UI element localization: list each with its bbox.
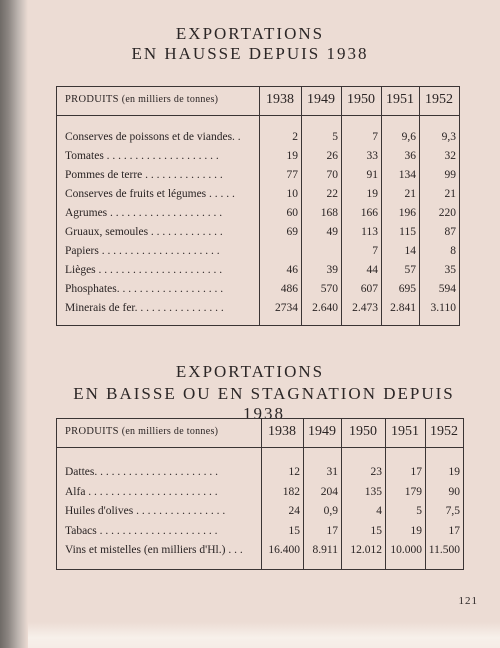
table-row [57, 148, 459, 166]
value-cell: 39 [326, 264, 338, 276]
value-cell: 2.841 [390, 302, 416, 314]
value-cell: 10 [286, 188, 298, 200]
value-cell: 695 [398, 283, 416, 295]
value-cell: 486 [280, 283, 298, 295]
header-products-label: PRODUITS (en milliers de tonnes) [65, 94, 219, 105]
year-header: 1952 [430, 424, 458, 439]
table-row [57, 186, 459, 204]
value-cell: 2734 [275, 302, 298, 314]
value-cell: 11.500 [428, 544, 460, 556]
value-cell: 15 [288, 524, 300, 537]
product-label: Minerais de fer. . . . . . . . . . . . . . . . [65, 302, 224, 314]
value-cell: 77 [286, 169, 298, 181]
value-cell: 5 [332, 131, 338, 143]
value-cell: 21 [404, 188, 416, 200]
table-row [57, 205, 459, 223]
product-label: Pommes de terre . . . . . . . . . . . . . . [65, 169, 223, 181]
value-cell: 23 [370, 466, 382, 478]
value-cell: 90 [448, 485, 460, 498]
product-label: Alfa . . . . . . . . . . . . . . . . . . . . . . . [65, 485, 218, 498]
value-cell: 0,9 [323, 505, 338, 517]
section1-title-line2: EN HAUSSE DEPUIS 1938 [131, 44, 369, 63]
value-cell: 594 [438, 283, 456, 295]
value-cell: 5 [416, 505, 422, 517]
value-cell: 60 [286, 207, 298, 219]
table-row [57, 542, 463, 560]
value-cell: 46 [286, 264, 298, 276]
value-cell: 7 [372, 245, 378, 257]
value-cell: 8.911 [312, 544, 338, 556]
table-row [57, 464, 463, 482]
product-label: Papiers . . . . . . . . . . . . . . . . . . . . . [65, 245, 220, 257]
value-cell: 32 [444, 150, 456, 162]
value-cell: 57 [404, 264, 416, 276]
page-number: 121 [458, 595, 478, 607]
value-cell: 8 [450, 245, 456, 257]
table-row [57, 300, 459, 318]
value-cell: 570 [320, 283, 338, 295]
product-label: Tabacs . . . . . . . . . . . . . . . . . . . . . [65, 524, 218, 537]
product-label: Huiles d'olives . . . . . . . . . . . . . . . . [65, 505, 226, 517]
value-cell: 135 [364, 485, 382, 498]
value-cell: 19 [286, 150, 298, 162]
value-cell: 2 [292, 131, 298, 143]
year-header: 1938 [266, 92, 294, 107]
value-cell: 91 [366, 169, 378, 181]
value-cell: 36 [404, 150, 416, 162]
table-row [57, 484, 463, 502]
value-cell: 4 [376, 505, 382, 517]
table-row [57, 262, 459, 280]
exports-increase-table [56, 86, 460, 326]
value-cell: 2.640 [312, 302, 338, 314]
value-cell: 179 [404, 485, 422, 498]
value-cell: 70 [326, 169, 338, 181]
value-cell: 69 [286, 226, 298, 238]
value-cell: 87 [444, 226, 456, 238]
value-cell: 7,5 [445, 505, 460, 517]
value-cell: 22 [326, 188, 338, 200]
value-cell: 166 [360, 207, 378, 219]
product-label: Gruaux, semoules . . . . . . . . . . . . . [65, 226, 223, 238]
table-row [57, 523, 463, 541]
value-cell: 17 [326, 524, 338, 537]
year-header: 1952 [425, 92, 453, 107]
year-header: 1951 [391, 424, 419, 439]
value-cell: 2.473 [352, 302, 378, 314]
value-cell: 7 [372, 131, 378, 143]
value-cell: 220 [438, 207, 456, 219]
value-cell: 113 [361, 226, 378, 238]
value-cell: 35 [444, 264, 456, 276]
header-products-label: PRODUITS (en milliers de tonnes) [65, 426, 219, 437]
table-row [57, 129, 459, 147]
value-cell: 204 [320, 485, 338, 498]
value-cell: 12.012 [350, 544, 382, 556]
value-cell: 9,3 [441, 131, 456, 143]
value-cell: 9,6 [401, 131, 416, 143]
value-cell: 17 [410, 466, 422, 478]
product-label: Agrumes . . . . . . . . . . . . . . . . . . . . [65, 207, 223, 219]
value-cell: 134 [398, 169, 416, 181]
table-row [57, 167, 459, 185]
value-cell: 10.000 [390, 544, 422, 556]
year-header: 1950 [349, 424, 377, 439]
year-header: 1950 [347, 92, 375, 107]
product-label: Phosphates. . . . . . . . . . . . . . . . . . . [65, 283, 224, 295]
value-cell: 168 [320, 207, 338, 219]
value-cell: 14 [404, 245, 416, 257]
exports-decrease-table [56, 418, 464, 570]
product-label: Dattes. . . . . . . . . . . . . . . . . . . . . . [65, 466, 219, 478]
value-cell: 17 [448, 524, 460, 537]
table-row [57, 503, 463, 521]
year-header: 1938 [268, 424, 296, 439]
value-cell: 31 [326, 466, 338, 478]
value-cell: 49 [326, 226, 338, 238]
section1-title-line1: EXPORTATIONS [175, 24, 325, 43]
year-header: 1951 [386, 92, 414, 107]
product-label: Conserves de poissons et de viandes. . [65, 131, 241, 143]
year-header: 1949 [308, 424, 336, 439]
value-cell: 19 [366, 188, 378, 200]
table-row [57, 243, 459, 261]
value-cell: 26 [326, 150, 338, 162]
page-bottom-edge [28, 622, 500, 648]
value-cell: 115 [399, 226, 416, 238]
value-cell: 15 [370, 524, 382, 537]
value-cell: 196 [398, 207, 416, 219]
section2-title-line1: EXPORTATIONS [175, 362, 325, 381]
value-cell: 607 [360, 283, 378, 295]
value-cell: 3.110 [430, 302, 456, 314]
table-row [57, 224, 459, 242]
value-cell: 19 [448, 466, 460, 478]
value-cell: 21 [444, 188, 456, 200]
value-cell: 99 [444, 169, 456, 181]
value-cell: 182 [282, 485, 300, 498]
value-cell: 44 [366, 264, 378, 276]
value-cell: 16.400 [268, 544, 300, 556]
product-label: Tomates . . . . . . . . . . . . . . . . . . . . [65, 150, 219, 162]
product-label: Vins et mistelles (en milliers d'Hl.) . . . [65, 544, 243, 556]
section2-title-line2: EN BAISSE OU EN STAGNATION DEPUIS 1938 [73, 384, 455, 423]
value-cell: 12 [288, 466, 300, 478]
product-label: Conserves de fruits et légumes . . . . . [65, 188, 235, 200]
book-spine-shadow [0, 0, 28, 648]
table-row [57, 281, 459, 299]
value-cell: 33 [366, 150, 378, 162]
product-label: Lièges . . . . . . . . . . . . . . . . . . . . . . [65, 264, 223, 276]
value-cell: 24 [288, 505, 300, 517]
value-cell: 19 [410, 524, 422, 537]
year-header: 1949 [307, 92, 335, 107]
